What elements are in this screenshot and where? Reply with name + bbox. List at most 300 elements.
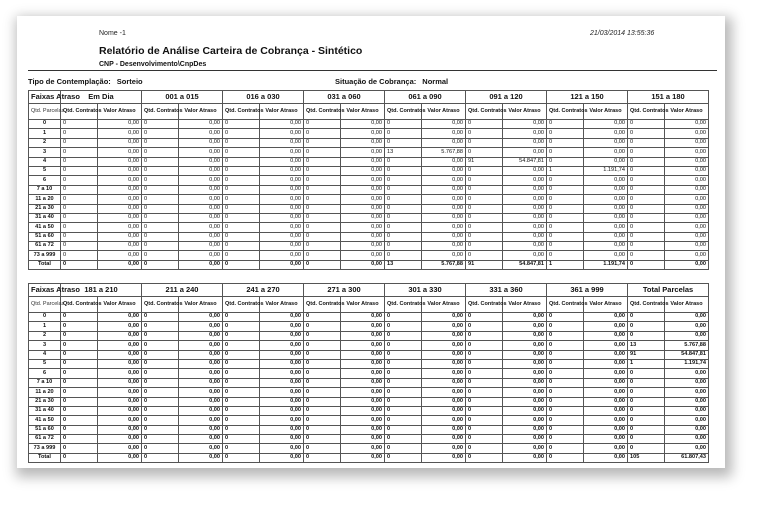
qtd-contratos-cell: 0 — [61, 120, 98, 129]
valor-atraso-cell: 0,00 — [584, 322, 628, 331]
valor-atraso-cell: 0,00 — [503, 176, 547, 185]
valor-atraso-cell: 0,00 — [260, 444, 304, 453]
row-label: 21 a 30 — [29, 204, 61, 213]
qtd-contratos-cell: 0 — [547, 322, 584, 331]
valor-atraso-cell: 0,00 — [341, 260, 385, 269]
filter-situacao-label: Situação de Cobrança: — [335, 77, 417, 86]
valor-atraso-header: Valor Atraso — [503, 297, 547, 313]
row-label: 61 a 72 — [29, 435, 61, 444]
valor-atraso-cell: 0,00 — [98, 435, 142, 444]
table-row — [29, 223, 709, 232]
valor-atraso-cell: 0,00 — [179, 195, 223, 204]
qtd-contratos-cell: 0 — [385, 204, 422, 213]
qtd-contratos-cell: 0 — [142, 242, 179, 251]
table-row — [29, 378, 709, 387]
qtd-contratos-cell: 0 — [304, 185, 341, 194]
valor-atraso-header: Valor Atraso — [98, 297, 142, 313]
qtd-contratos-cell: 0 — [223, 416, 260, 425]
qtd-contratos-cell: 0 — [628, 322, 665, 331]
qtd-contratos-cell: 0 — [304, 350, 341, 359]
qtd-contratos-cell: 0 — [304, 416, 341, 425]
valor-atraso-cell: 0,00 — [422, 359, 466, 368]
valor-atraso-cell: 0,00 — [98, 185, 142, 194]
table-row — [29, 138, 709, 147]
qtd-contratos-cell: 0 — [385, 359, 422, 368]
qtd-contratos-cell: 0 — [61, 242, 98, 251]
qtd-contratos-cell: 0 — [61, 369, 98, 378]
valor-atraso-cell: 0,00 — [341, 242, 385, 251]
qtd-contratos-cell: 0 — [466, 444, 503, 453]
valor-atraso-cell: 0,00 — [179, 120, 223, 129]
qtd-contratos-cell: 1 — [547, 260, 584, 269]
valor-atraso-cell: 0,00 — [584, 232, 628, 241]
qtd-contratos-header: Qtd. Contratos — [466, 297, 503, 313]
qtd-contratos-header: Qtd. Contratos — [547, 104, 584, 120]
valor-atraso-cell: 0,00 — [665, 129, 709, 138]
valor-atraso-cell: 0,00 — [341, 378, 385, 387]
valor-atraso-cell: 0,00 — [665, 195, 709, 204]
qtd-contratos-cell: 13 — [628, 341, 665, 350]
table-row — [29, 148, 709, 157]
valor-atraso-cell: 0,00 — [179, 223, 223, 232]
row-label: 6 — [29, 176, 61, 185]
table-row — [29, 120, 709, 129]
qtd-contratos-cell: 0 — [142, 378, 179, 387]
valor-atraso-cell: 0,00 — [341, 176, 385, 185]
valor-atraso-cell: 0,00 — [341, 157, 385, 166]
qtd-contratos-cell: 0 — [223, 322, 260, 331]
qtd-contratos-cell: 0 — [466, 341, 503, 350]
table-row — [29, 331, 709, 340]
range-header: Total Parcelas — [628, 284, 709, 297]
qtd-contratos-cell: 0 — [304, 129, 341, 138]
valor-atraso-cell: 0,00 — [179, 350, 223, 359]
qtd-contratos-cell: 0 — [142, 359, 179, 368]
qtd-contratos-cell: 0 — [142, 204, 179, 213]
qtd-contratos-cell: 0 — [223, 213, 260, 222]
valor-atraso-cell: 0,00 — [422, 204, 466, 213]
valor-atraso-cell: 0,00 — [179, 453, 223, 462]
qtd-contratos-cell: 0 — [223, 176, 260, 185]
valor-atraso-cell: 0,00 — [260, 148, 304, 157]
valor-atraso-cell: 0,00 — [179, 369, 223, 378]
valor-atraso-cell: 0,00 — [665, 166, 709, 175]
qtd-contratos-cell: 0 — [223, 260, 260, 269]
qtd-contratos-cell: 0 — [466, 435, 503, 444]
qtd-contratos-cell: 0 — [385, 166, 422, 175]
valor-atraso-cell: 0,00 — [179, 444, 223, 453]
qtd-contratos-cell: 0 — [61, 260, 98, 269]
qtd-contratos-cell: 0 — [547, 341, 584, 350]
valor-atraso-cell: 0,00 — [422, 213, 466, 222]
row-label: 73 a 999 — [29, 444, 61, 453]
valor-atraso-cell: 0,00 — [503, 331, 547, 340]
valor-atraso-cell: 0,00 — [179, 204, 223, 213]
qtd-contratos-cell: 0 — [385, 341, 422, 350]
qtd-contratos-cell: 0 — [142, 176, 179, 185]
qtd-contratos-cell: 0 — [304, 341, 341, 350]
valor-atraso-cell: 0,00 — [98, 232, 142, 241]
valor-atraso-cell: 0,00 — [422, 416, 466, 425]
valor-atraso-cell: 0,00 — [179, 232, 223, 241]
table-row — [29, 251, 709, 260]
valor-atraso-cell: 0,00 — [665, 369, 709, 378]
qtd-contratos-cell: 0 — [385, 416, 422, 425]
valor-atraso-cell: 0,00 — [179, 313, 223, 322]
valor-atraso-cell: 0,00 — [98, 425, 142, 434]
valor-atraso-cell: 0,00 — [260, 341, 304, 350]
qtd-contratos-cell: 0 — [628, 251, 665, 260]
qtd-contratos-cell: 0 — [223, 378, 260, 387]
row-label: 3 — [29, 148, 61, 157]
qtd-contratos-cell: 0 — [466, 453, 503, 462]
qtd-contratos-cell: 0 — [304, 176, 341, 185]
row-label: 41 a 50 — [29, 223, 61, 232]
qtd-contratos-cell: 0 — [223, 350, 260, 359]
table-row — [29, 416, 709, 425]
valor-atraso-cell: 0,00 — [98, 204, 142, 213]
valor-atraso-cell: 0,00 — [341, 406, 385, 415]
valor-atraso-cell: 0,00 — [503, 120, 547, 129]
valor-atraso-cell: 0,00 — [584, 204, 628, 213]
valor-atraso-cell: 0,00 — [260, 331, 304, 340]
row-label: 2 — [29, 331, 61, 340]
valor-atraso-cell: 0,00 — [503, 378, 547, 387]
valor-atraso-cell: 0,00 — [422, 166, 466, 175]
valor-atraso-cell: 0,00 — [179, 331, 223, 340]
qtd-contratos-cell: 0 — [223, 331, 260, 340]
qtd-contratos-cell: 0 — [142, 453, 179, 462]
valor-atraso-cell: 0,00 — [98, 213, 142, 222]
qtd-contratos-cell: 0 — [547, 232, 584, 241]
valor-atraso-cell: 0,00 — [341, 341, 385, 350]
valor-atraso-cell: 0,00 — [260, 313, 304, 322]
valor-atraso-cell: 0,00 — [179, 185, 223, 194]
valor-atraso-cell: 0,00 — [98, 120, 142, 129]
valor-atraso-cell: 0,00 — [260, 435, 304, 444]
qtd-contratos-cell: 0 — [628, 120, 665, 129]
valor-atraso-cell: 0,00 — [341, 350, 385, 359]
valor-atraso-cell: 0,00 — [260, 369, 304, 378]
filter-situacao-value: Normal — [422, 77, 449, 86]
qtd-contratos-cell: 0 — [223, 129, 260, 138]
valor-atraso-cell: 0,00 — [503, 350, 547, 359]
valor-atraso-header: Valor Atraso — [98, 104, 142, 120]
qtd-contratos-cell: 0 — [385, 388, 422, 397]
aging-table-1 — [28, 90, 709, 270]
valor-atraso-cell: 0,00 — [584, 313, 628, 322]
valor-atraso-cell: 0,00 — [260, 359, 304, 368]
faixas-atraso-header: Faixas Atraso — [29, 91, 61, 104]
qtd-contratos-cell: 0 — [628, 176, 665, 185]
table-row — [29, 185, 709, 194]
qtd-contratos-cell: 0 — [304, 444, 341, 453]
valor-atraso-cell: 0,00 — [179, 406, 223, 415]
qtd-contratos-cell: 0 — [547, 223, 584, 232]
qtd-contratos-cell: 0 — [466, 148, 503, 157]
valor-atraso-cell: 0,00 — [98, 416, 142, 425]
valor-atraso-cell: 0,00 — [584, 176, 628, 185]
qtd-contratos-cell: 0 — [466, 416, 503, 425]
valor-atraso-cell: 0,00 — [503, 388, 547, 397]
row-label: 5 — [29, 166, 61, 175]
qtd-contratos-cell: 0 — [142, 444, 179, 453]
range-header-row — [29, 284, 709, 297]
faixas-atraso-header: Faixas Atraso — [29, 284, 61, 297]
qtd-contratos-cell: 0 — [304, 148, 341, 157]
valor-atraso-cell: 0,00 — [584, 359, 628, 368]
valor-atraso-cell: 0,00 — [98, 341, 142, 350]
qtd-contratos-cell: 0 — [547, 120, 584, 129]
qtd-contratos-cell: 0 — [628, 435, 665, 444]
qtd-contratos-cell: 0 — [304, 331, 341, 340]
valor-atraso-cell: 0,00 — [179, 157, 223, 166]
valor-atraso-cell: 0,00 — [584, 369, 628, 378]
qtd-contratos-cell: 91 — [628, 350, 665, 359]
qtd-contratos-cell: 0 — [61, 138, 98, 147]
range-header: 061 a 090 — [385, 91, 466, 104]
valor-atraso-cell: 0,00 — [341, 425, 385, 434]
row-label: 73 a 999 — [29, 251, 61, 260]
valor-atraso-cell: 0,00 — [665, 435, 709, 444]
valor-atraso-cell: 0,00 — [341, 166, 385, 175]
qtd-contratos-cell: 0 — [142, 416, 179, 425]
qtd-contratos-cell: 0 — [466, 120, 503, 129]
qtd-contratos-header: Qtd. Contratos — [547, 297, 584, 313]
filter-situacao — [335, 77, 448, 86]
qtd-parcelas-header: Qtd. Parcelas — [29, 297, 61, 313]
valor-atraso-cell: 0,00 — [341, 444, 385, 453]
valor-atraso-cell: 0,00 — [422, 223, 466, 232]
row-label: 7 a 10 — [29, 185, 61, 194]
qtd-contratos-cell: 0 — [628, 185, 665, 194]
valor-atraso-cell: 0,00 — [584, 331, 628, 340]
qtd-contratos-cell: 0 — [547, 213, 584, 222]
qtd-contratos-cell: 0 — [61, 157, 98, 166]
table-row — [29, 166, 709, 175]
valor-atraso-cell: 0,00 — [179, 435, 223, 444]
valor-atraso-cell: 0,00 — [260, 260, 304, 269]
valor-atraso-cell: 0,00 — [503, 425, 547, 434]
qtd-contratos-cell: 0 — [61, 213, 98, 222]
valor-atraso-cell: 0,00 — [665, 185, 709, 194]
qtd-contratos-cell: 0 — [466, 204, 503, 213]
qtd-contratos-cell: 0 — [61, 397, 98, 406]
qtd-contratos-cell: 0 — [385, 176, 422, 185]
valor-atraso-cell: 0,00 — [665, 204, 709, 213]
valor-atraso-cell: 0,00 — [341, 204, 385, 213]
table-row — [29, 232, 709, 241]
qtd-contratos-cell: 0 — [142, 120, 179, 129]
filter-contemplacao-value: Sorteio — [116, 77, 143, 86]
qtd-contratos-cell: 0 — [304, 406, 341, 415]
valor-atraso-cell: 0,00 — [422, 350, 466, 359]
valor-atraso-cell: 0,00 — [260, 406, 304, 415]
row-label: 2 — [29, 138, 61, 147]
valor-atraso-header: Valor Atraso — [260, 104, 304, 120]
valor-atraso-cell: 0,00 — [98, 242, 142, 251]
qtd-contratos-cell: 0 — [547, 435, 584, 444]
qtd-contratos-cell: 0 — [385, 313, 422, 322]
valor-atraso-cell: 0,00 — [341, 322, 385, 331]
valor-atraso-cell: 0,00 — [584, 425, 628, 434]
valor-atraso-cell: 0,00 — [503, 148, 547, 157]
row-label: 11 a 20 — [29, 195, 61, 204]
qtd-contratos-cell: 0 — [547, 129, 584, 138]
valor-atraso-cell: 0,00 — [260, 242, 304, 251]
range-header: 301 a 330 — [385, 284, 466, 297]
valor-atraso-cell: 0,00 — [341, 138, 385, 147]
valor-atraso-cell: 0,00 — [584, 444, 628, 453]
valor-atraso-cell: 0,00 — [665, 242, 709, 251]
table-row — [29, 157, 709, 166]
valor-atraso-cell: 0,00 — [584, 129, 628, 138]
valor-atraso-cell: 0,00 — [422, 176, 466, 185]
row-label: 5 — [29, 359, 61, 368]
qtd-contratos-cell: 0 — [142, 213, 179, 222]
valor-atraso-cell: 0,00 — [503, 359, 547, 368]
valor-atraso-cell: 0,00 — [665, 251, 709, 260]
qtd-contratos-cell: 0 — [304, 166, 341, 175]
qtd-contratos-cell: 0 — [385, 406, 422, 415]
qtd-contratos-cell: 0 — [628, 129, 665, 138]
valor-atraso-cell: 0,00 — [503, 129, 547, 138]
table-row — [29, 435, 709, 444]
table-row — [29, 397, 709, 406]
subheader-row — [29, 104, 709, 120]
report-title: Relatório de Análise Carteira de Cobrança - Sintético — [99, 45, 363, 57]
qtd-contratos-header: Qtd. Contratos — [61, 297, 98, 313]
valor-atraso-cell: 0,00 — [341, 120, 385, 129]
table-row — [29, 313, 709, 322]
qtd-contratos-cell: 0 — [61, 350, 98, 359]
qtd-contratos-cell: 0 — [547, 397, 584, 406]
row-label: Total — [29, 260, 61, 269]
qtd-contratos-cell: 0 — [547, 416, 584, 425]
qtd-contratos-cell: 0 — [547, 359, 584, 368]
total-row — [29, 260, 709, 269]
valor-atraso-cell: 0,00 — [260, 251, 304, 260]
valor-atraso-cell: 54.847,81 — [665, 350, 709, 359]
valor-atraso-cell: 0,00 — [665, 388, 709, 397]
valor-atraso-cell: 0,00 — [665, 260, 709, 269]
qtd-contratos-cell: 0 — [385, 322, 422, 331]
qtd-contratos-cell: 0 — [304, 138, 341, 147]
qtd-contratos-cell: 0 — [628, 213, 665, 222]
row-label: 41 a 50 — [29, 416, 61, 425]
valor-atraso-cell: 0,00 — [260, 453, 304, 462]
qtd-contratos-cell: 0 — [142, 157, 179, 166]
valor-atraso-cell: 0,00 — [260, 378, 304, 387]
valor-atraso-cell: 0,00 — [422, 406, 466, 415]
valor-atraso-header: Valor Atraso — [422, 297, 466, 313]
valor-atraso-cell: 0,00 — [584, 435, 628, 444]
row-label: Total — [29, 453, 61, 462]
qtd-contratos-cell: 0 — [628, 242, 665, 251]
qtd-contratos-cell: 0 — [223, 388, 260, 397]
valor-atraso-cell: 0,00 — [179, 378, 223, 387]
qtd-contratos-cell: 0 — [466, 232, 503, 241]
qtd-contratos-cell: 0 — [385, 331, 422, 340]
valor-atraso-cell: 0,00 — [98, 251, 142, 260]
valor-atraso-cell: 0,00 — [584, 120, 628, 129]
qtd-contratos-cell: 13 — [385, 260, 422, 269]
qtd-contratos-cell: 0 — [61, 129, 98, 138]
qtd-contratos-cell: 0 — [223, 341, 260, 350]
valor-atraso-cell: 0,00 — [260, 416, 304, 425]
qtd-contratos-cell: 0 — [547, 350, 584, 359]
valor-atraso-header: Valor Atraso — [584, 104, 628, 120]
valor-atraso-cell: 0,00 — [584, 148, 628, 157]
qtd-contratos-cell: 0 — [466, 195, 503, 204]
valor-atraso-cell: 0,00 — [260, 204, 304, 213]
qtd-contratos-cell: 0 — [223, 251, 260, 260]
valor-atraso-header: Valor Atraso — [179, 104, 223, 120]
qtd-contratos-cell: 0 — [628, 331, 665, 340]
table-row — [29, 359, 709, 368]
range-header: 016 a 030 — [223, 91, 304, 104]
qtd-contratos-cell: 0 — [142, 313, 179, 322]
valor-atraso-cell: 0,00 — [179, 397, 223, 406]
valor-atraso-cell: 0,00 — [422, 157, 466, 166]
row-label: 21 a 30 — [29, 397, 61, 406]
valor-atraso-cell: 0,00 — [341, 129, 385, 138]
qtd-contratos-cell: 0 — [628, 223, 665, 232]
qtd-contratos-header: Qtd. Contratos — [142, 104, 179, 120]
valor-atraso-header: Valor Atraso — [260, 297, 304, 313]
qtd-contratos-cell: 0 — [304, 369, 341, 378]
valor-atraso-cell: 0,00 — [260, 176, 304, 185]
valor-atraso-cell: 0,00 — [422, 341, 466, 350]
valor-atraso-cell: 0,00 — [341, 232, 385, 241]
qtd-contratos-cell: 0 — [628, 313, 665, 322]
qtd-contratos-cell: 0 — [304, 195, 341, 204]
qtd-contratos-cell: 0 — [628, 397, 665, 406]
valor-atraso-cell: 0,00 — [341, 435, 385, 444]
valor-atraso-cell: 0,00 — [98, 148, 142, 157]
qtd-contratos-cell: 0 — [466, 242, 503, 251]
qtd-contratos-cell: 0 — [466, 331, 503, 340]
valor-atraso-cell: 0,00 — [98, 223, 142, 232]
qtd-contratos-cell: 0 — [142, 138, 179, 147]
valor-atraso-cell: 0,00 — [422, 369, 466, 378]
qtd-contratos-cell: 0 — [547, 138, 584, 147]
qtd-contratos-cell: 91 — [466, 157, 503, 166]
valor-atraso-cell: 0,00 — [260, 232, 304, 241]
valor-atraso-cell: 0,00 — [584, 416, 628, 425]
qtd-contratos-cell: 0 — [61, 185, 98, 194]
qtd-contratos-cell: 0 — [385, 453, 422, 462]
qtd-contratos-cell: 0 — [547, 176, 584, 185]
valor-atraso-cell: 0,00 — [179, 148, 223, 157]
qtd-contratos-cell: 0 — [223, 425, 260, 434]
row-label: 1 — [29, 129, 61, 138]
qtd-contratos-cell: 0 — [61, 204, 98, 213]
valor-atraso-cell: 0,00 — [260, 157, 304, 166]
qtd-contratos-cell: 0 — [547, 388, 584, 397]
qtd-contratos-cell: 0 — [385, 129, 422, 138]
valor-atraso-cell: 0,00 — [584, 185, 628, 194]
valor-atraso-cell: 0,00 — [422, 232, 466, 241]
qtd-contratos-header: Qtd. Contratos — [304, 297, 341, 313]
qtd-contratos-cell: 0 — [466, 166, 503, 175]
qtd-contratos-header: Qtd. Contratos — [466, 104, 503, 120]
qtd-contratos-cell: 0 — [61, 331, 98, 340]
qtd-contratos-cell: 0 — [628, 138, 665, 147]
valor-atraso-cell: 0,00 — [179, 388, 223, 397]
valor-atraso-cell: 0,00 — [584, 138, 628, 147]
qtd-contratos-cell: 105 — [628, 453, 665, 462]
